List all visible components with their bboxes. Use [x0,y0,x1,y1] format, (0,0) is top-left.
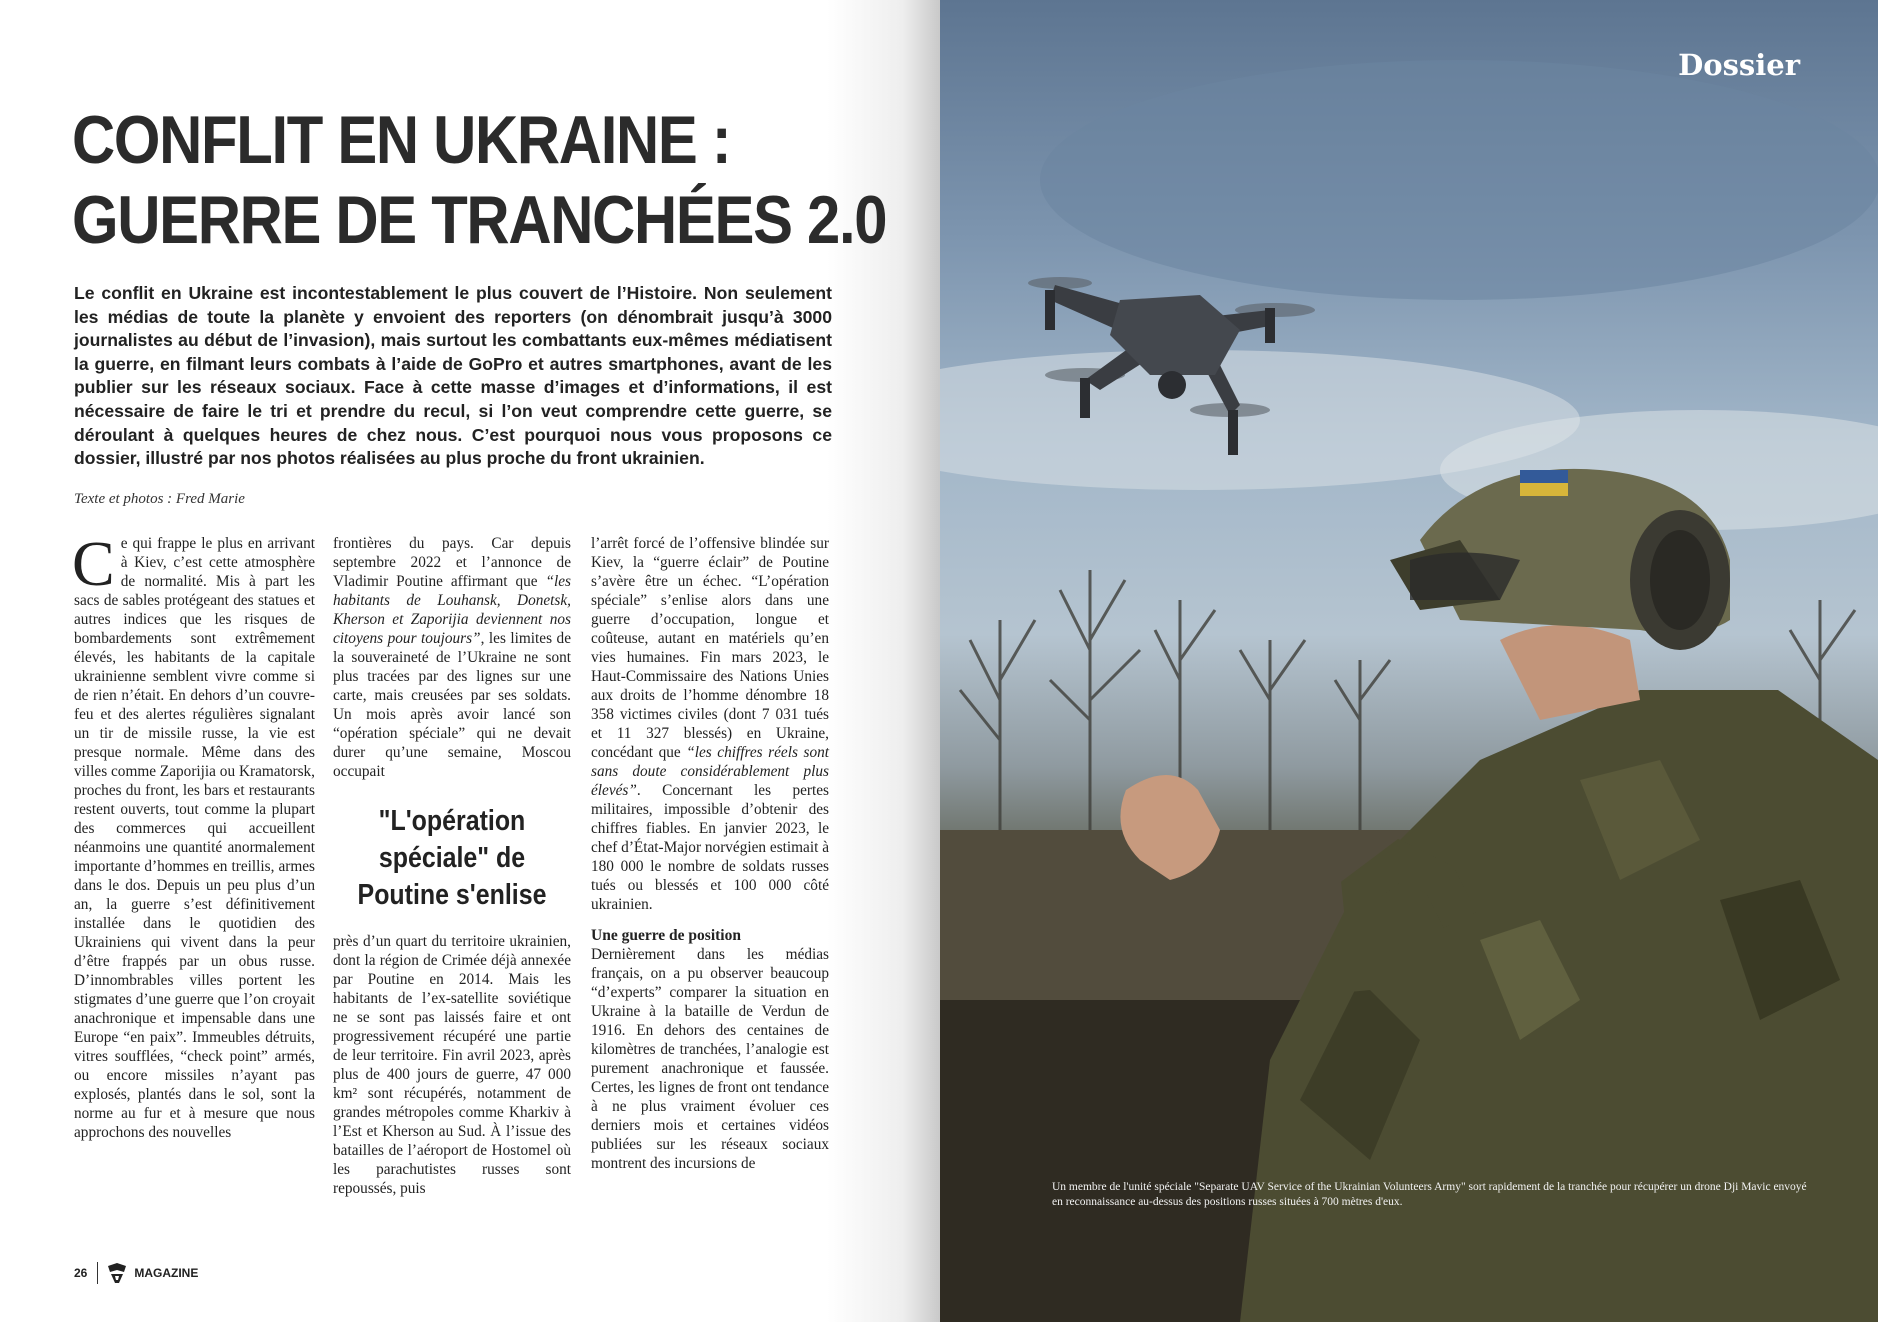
column-3 [591,534,829,1173]
column-3-quote: “les chiffres réels sont sans doute considérablement plus élevés” [591,744,829,799]
title-line-2: GUERRE DE TRANCHÉES 2.0 [72,182,887,258]
cloud [1040,60,1878,300]
column-2-text-c: près d’un quart du territoire ukrainien, dont la région de Crimée déjà annexée par Poutine en 2014. Mais les habitants de l’ex-satellite soviétique ne se sont pas laissés faire et ont progressivement récupéré une partie de leur territoire. Fin avril 2023, après plus de 400 jours de guerre, 47 000 km² sont récupérés, notamment de grandes métropoles comme Kharkiv à l’Est et Kherson au Sud. À l’issue des batailles de l’aéroport de Hostomel où les parachutistes russes sont repoussés, puis [333,933,571,1197]
column-1 [72,528,315,1142]
pull-quote-block [320,803,584,940]
page-number: 26 [74,1266,88,1280]
column-3-text-a: l’arrêt forcé de l’offensive blindée sur Kiev, la “guerre éclair” de Poutine s’avère être un échec. “L’opération spéciale” s’enlise alors dans une guerre d’occupation, longue et coûteuse, autant en matériels qu’en vies humaines. Fin mars 2023, le Haut-Commissaire des Nations Unies aux droits de l’homme dénombre 18 358 victimes civiles (dont 7 031 tués et 11 327 blessés) en Ukraine, concédant que [591,535,829,761]
page-footer [74,1262,198,1284]
column-2-bottom [333,932,571,1198]
column-2-quote: “les habitants de Louhansk, Donetsk, Kherson et Zaporijia deviennent nos citoyens pour toujours” [333,573,571,647]
section-label: Dossier [1678,48,1800,82]
column-2-top [333,534,571,781]
footer-divider [97,1262,98,1284]
photo-caption: Un membre de l'unité spéciale "Separate UAV Service of the Ukrainian Volunteers Army" sort rapidement de la tranchée pour récupérer un drone Dji Mavic envoyé en reconnaissance au-dessus des positions russes situées à 700 mètres d'eux. [1052,1181,1807,1208]
title-line-1: CONFLIT EN UKRAINE : [72,102,731,178]
magazine-name: MAGAZINE [134,1266,199,1280]
lead-paragraph: Le conflit en Ukraine est incontestablement le plus couvert de l’Histoire. Non seulement les médias de toute la planète y envoient des reporters (on dénombrait jusqu’à 3000 journalistes au début de l’invasion), mais surtout les combattants eux-mêmes médiatisent la guerre, en filmant leurs combats à l’aide de GoPro et autres smartphones, avant de les publier sur les réseaux sociaux. Face à cette masse d’images et d’informations, il est nécessaire de faire le tri et prendre du recul, si l’on veut comprendre cette guerre, se déroulant à quelques heures de chez nous. C’est pourquoi nous vous proposons ce dossier, illustré par nos photos réalisées au plus proche du front ukrainien. [74,283,832,469]
section-subhead: Une guerre de position [591,927,741,944]
pull-quote: "L'opération spéciale" de Poutine s'enlise [357,805,547,911]
article-title [72,100,887,260]
column-1-text: e qui frappe le plus en arrivant à Kiev, c’est cette atmosphère de normalité. Mis à part les sacs de sables protégeant des statues et autres indices que les risques de bombardements sont extrêmement élevés, les habitants de la capitale ukrainienne semblent vivre comme si de rien n’était. En dehors d’un couvre-feu et des alertes régulières signalant un tir de missile russe, la vie est presque normale. Même dans des villes comme Zaporijia ou Kramatorsk, proches du front, les bars et restaurants restent ouverts, tout comme la plupart des commerces qui accueillent néanmoins une quantité anormalement importante d’hommes en treillis, armes dans le dos. Depuis un peu plus d’un an, la guerre s’est définitivement installée dans le quotidien des Ukrainiens qui vivent dans la peur d’être frappés par un obus russe. D’innombrables villes portent les stigmates d’une guerre que l’on croyait anachronique et impensable dans une Europe “en paix”. Immeubles détruits, vitres soufflées, “check point” armés, ou encore missiles n’ayant pas explosés, plantés dans le sol, sont la norme au fur et à mesure que nous approchons des nouvelles [74,535,315,1141]
column-3-text-b: . Concernant les pertes militaires, impossible d’obtenir des chiffres fiables. En janvier 2023, le chef d’État-Major norvégien estimait à 180 000 le nombre de soldats russes tués ou blessés et 100 000 côté ukrainien. [591,782,829,913]
drop-cap: C [72,528,115,599]
photo-page [940,0,1878,1322]
credit-line: Texte et photos : Fred Marie [74,491,245,507]
column-3-text-c: Dernièrement dans les médias français, on a pu observer beaucoup “d’experts” comparer la situation en Ukraine à la bataille de Verdun de 1916. En dehors des centaines de kilomètres de tranchées, l’analogie est purement anachronique et faussée. Certes, les lignes de front ont tendance à ne plus vraiment évoluer ces derniers mois et certaines vidéos publiées sur les réseaux sociaux montrent des incursions de [591,946,829,1172]
magazine-logo-icon [106,1262,128,1284]
soldier-drone-photo [940,0,1878,1322]
column-2-text-b: , les limites de la souveraineté de l’Ukraine ne sont plus tracées par des lignes sur une carte, mais creusées par ses soldats. Un mois après avoir lancé son “opération spéciale” qui ne devait durer qu’une semaine, Moscou occupait [333,630,571,780]
column-2-text-a: frontières du pays. Car depuis septembre 2022 et l’annonce de Vladimir Poutine affirmant que [333,535,571,590]
